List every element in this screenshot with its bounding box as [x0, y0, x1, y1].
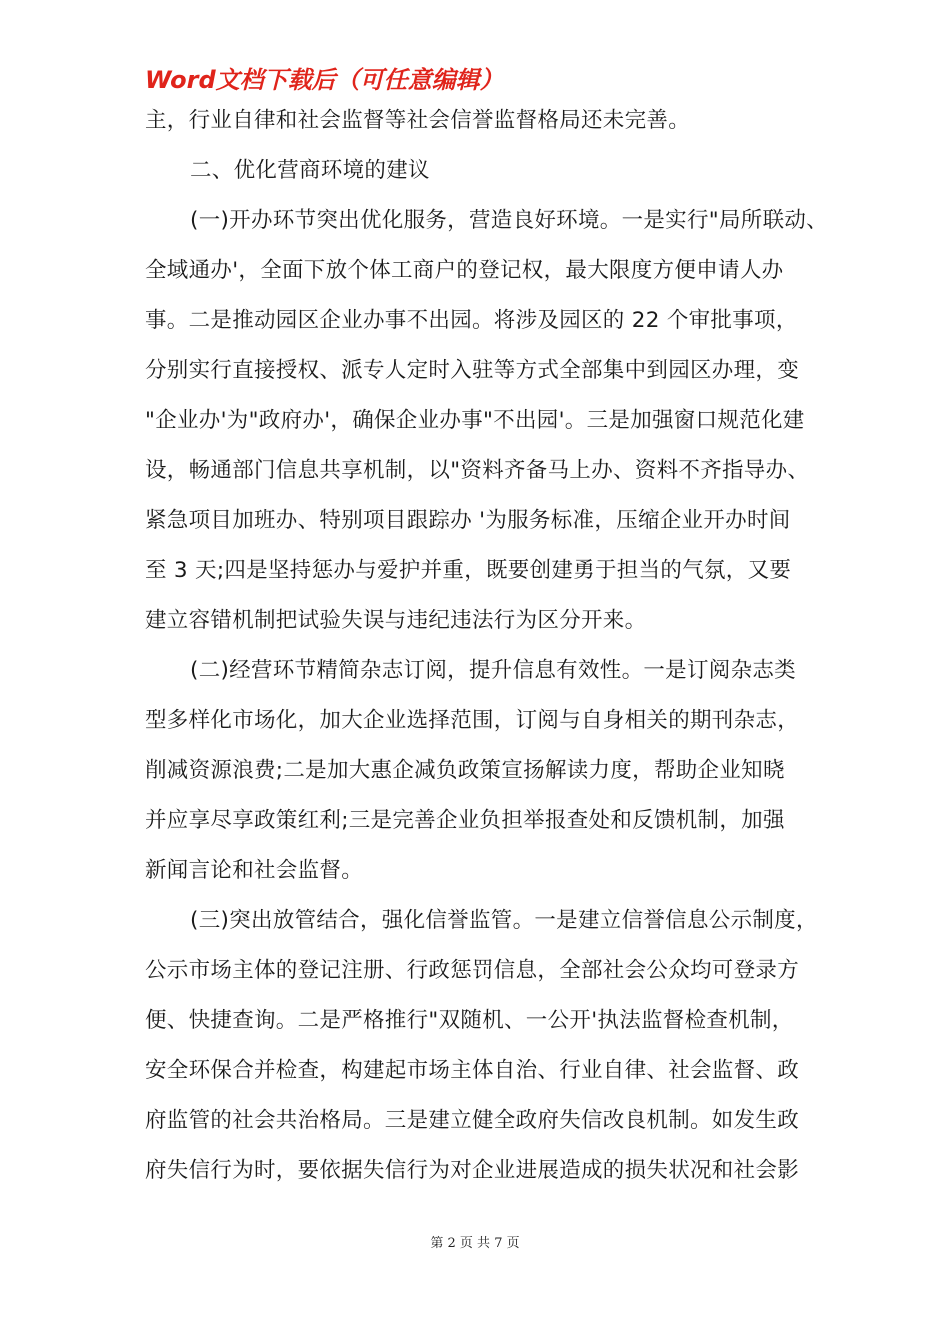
- text-line: 事。二是推动园区企业办事不出园。将涉及园区的 22 个审批事项，: [145, 308, 798, 333]
- text-line: 并应享尽享政策红利;三是完善企业负担举报查处和反馈机制，加强: [145, 808, 785, 833]
- text-line: 新闻言论和社会监督。: [145, 858, 364, 883]
- text-line: 至 3 天;四是坚持惩办与爱护并重，既要创建勇于担当的气氛，又要: [145, 558, 792, 583]
- text-line: 安全环保合并检查，构建起市场主体自治、行业自律、社会监督、政: [145, 1058, 800, 1083]
- section-heading: 二、优化营商环境的建议: [190, 158, 430, 183]
- text-line: (一)开办环节突出优化服务，营造良好环境。一是实行"局所联动、: [190, 208, 828, 233]
- text-line: 便、快捷查询。二是严格推行"双随机、一公开'执法监督检查机制，: [145, 1008, 794, 1033]
- text-line: (二)经营环节精简杂志订阅，提升信息有效性。一是订阅杂志类: [190, 658, 796, 683]
- text-line: 型多样化市场化，加大企业选择范围，订阅与自身相关的期刊杂志，: [145, 708, 800, 733]
- text-line: (三)突出放管结合，强化信誉监管。一是建立信誉信息公示制度，: [190, 908, 818, 933]
- text-line: 分别实行直接授权、派专人定时入驻等方式全部集中到园区办理，变: [145, 358, 800, 383]
- text-line: 府失信行为时，要依据失信行为对企业进展造成的损失状况和社会影: [145, 1158, 800, 1183]
- text-line: 建立容错机制把试验失误与违纪违法行为区分开来。: [145, 608, 647, 633]
- text-line: 主，行业自律和社会监督等社会信誉监督格局还未完善。: [145, 108, 691, 133]
- text-line: 全域通办'，全面下放个体工商户的登记权，最大限度方便申请人办: [145, 258, 784, 283]
- text-line: 削减资源浪费;二是加大惠企减负政策宣扬解读力度，帮助企业知晓: [145, 758, 785, 783]
- text-line: 紧急项目加班办、特别项目跟踪办 '为服务标准，压缩企业开办时间: [145, 508, 791, 533]
- text-line: 府监管的社会共治格局。三是建立健全政府失信改良机制。如发生政: [145, 1108, 800, 1133]
- text-line: "企业办'为"政府办'，确保企业办事"不出园'。三是加强窗口规范化建: [145, 408, 805, 433]
- page-number-footer: 第 2 页 共 7 页: [430, 1236, 520, 1251]
- text-line: 设，畅通部门信息共享机制，以"资料齐备马上办、资料不齐指导办、: [145, 458, 810, 483]
- download-watermark-header: Word文档下载后（可任意编辑）: [145, 66, 504, 94]
- text-line: 公示市场主体的登记注册、行政惩罚信息，全部社会公众均可登录方: [145, 958, 800, 983]
